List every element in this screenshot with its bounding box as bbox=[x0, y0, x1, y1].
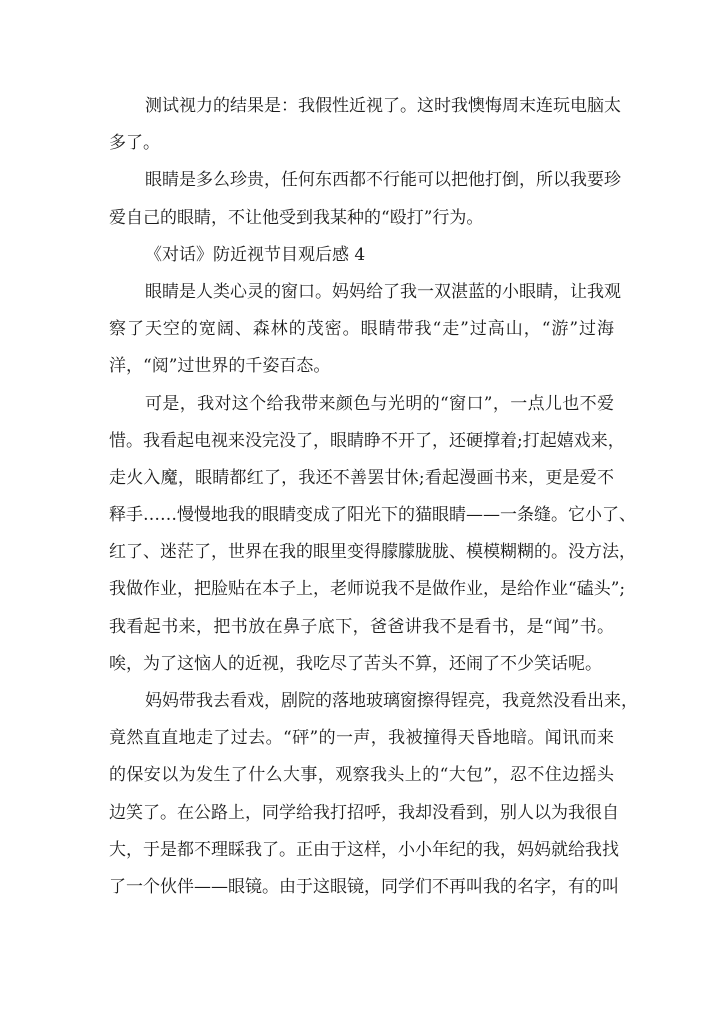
text-line: 察了天空的宽阔、森林的茂密。眼睛带我“走”过高山，“游”过海 bbox=[109, 319, 614, 340]
text-line: 爱自己的眼睛，不让他受到我某种的“殴打”行为。 bbox=[109, 207, 484, 228]
section-heading bbox=[109, 237, 614, 274]
text-line: 唉，为了这恼人的近视，我吃尽了苦头不算，还闹了不少笑话呢。 bbox=[109, 653, 602, 674]
text-line: 惜。我看起电视来没完没了，眼睛睁不开了，还硬撑着;打起嬉戏来， bbox=[109, 430, 625, 451]
text-line: 红了、迷茫了，世界在我的眼里变得朦朦胧胧、模模糊糊的。没方法， bbox=[109, 542, 636, 563]
document-body bbox=[109, 88, 638, 906]
paragraph-window-of-soul bbox=[109, 274, 621, 386]
text-line: 我做作业，把脸贴在本子上，老师说我不是做作业，是给作业“磕头”; bbox=[109, 579, 626, 600]
text-line: 了一个伙伴——眼镜。由于这眼镜，同学们不再叫我的名字，有的叫 bbox=[109, 876, 619, 897]
text-line: 我看起书来，把书放在鼻子底下，爸爸讲我不是看书，是“闻”书。 bbox=[109, 616, 614, 637]
text-line: 妈妈带我去看戏，剧院的落地玻璃窗擦得锃亮，我竟然没看出来， bbox=[145, 691, 638, 711]
text-line: 走火入魔，眼睛都红了，我还不善罢甘休;看起漫画书来，更是爱不 bbox=[109, 467, 614, 488]
paragraph-vision-test bbox=[109, 88, 621, 162]
text-line: 竟然直直地走了过去。“砰”的一声，我被撞得天昏地暗。闻讯而来 bbox=[109, 728, 614, 749]
text-line: 释手……慢慢地我的眼睛变成了阳光下的猫眼睛——一条缝。它小了、 bbox=[109, 505, 636, 526]
paragraph-theater-story bbox=[109, 683, 638, 906]
paragraph-eyes-precious bbox=[109, 162, 621, 236]
text-line: 的保安以为发生了什么大事，观察我头上的“大包”，忍不住边摇头 bbox=[109, 765, 614, 786]
heading-text: 《对话》防近视节目观后感 4 bbox=[145, 244, 366, 265]
text-line: 洋，“阅”过世界的千姿百态。 bbox=[109, 356, 331, 377]
text-line: 眼睛是人类心灵的窗口。妈妈给了我一双湛蓝的小眼睛，让我观 bbox=[145, 281, 621, 302]
paragraph-not-cherish bbox=[109, 386, 636, 684]
text-line: 多了。 bbox=[109, 133, 160, 154]
text-line: 眼睛是多么珍贵，任何东西都不行能可以把他打倒，所以我要珍 bbox=[145, 170, 621, 191]
text-line: 大，于是都不理睬我了。正由于这样，小小年纪的我，妈妈就给我找 bbox=[109, 839, 619, 860]
text-line: 可是，我对这个给我带来颜色与光明的“窗口”，一点儿也不爱 bbox=[145, 393, 614, 414]
text-line: 边笑了。在公路上，同学给我打招呼，我却没看到，别人以为我很自 bbox=[109, 802, 619, 823]
text-line: 测试视力的结果是：我假性近视了。这时我懊悔周末连玩电脑太 bbox=[145, 96, 621, 116]
